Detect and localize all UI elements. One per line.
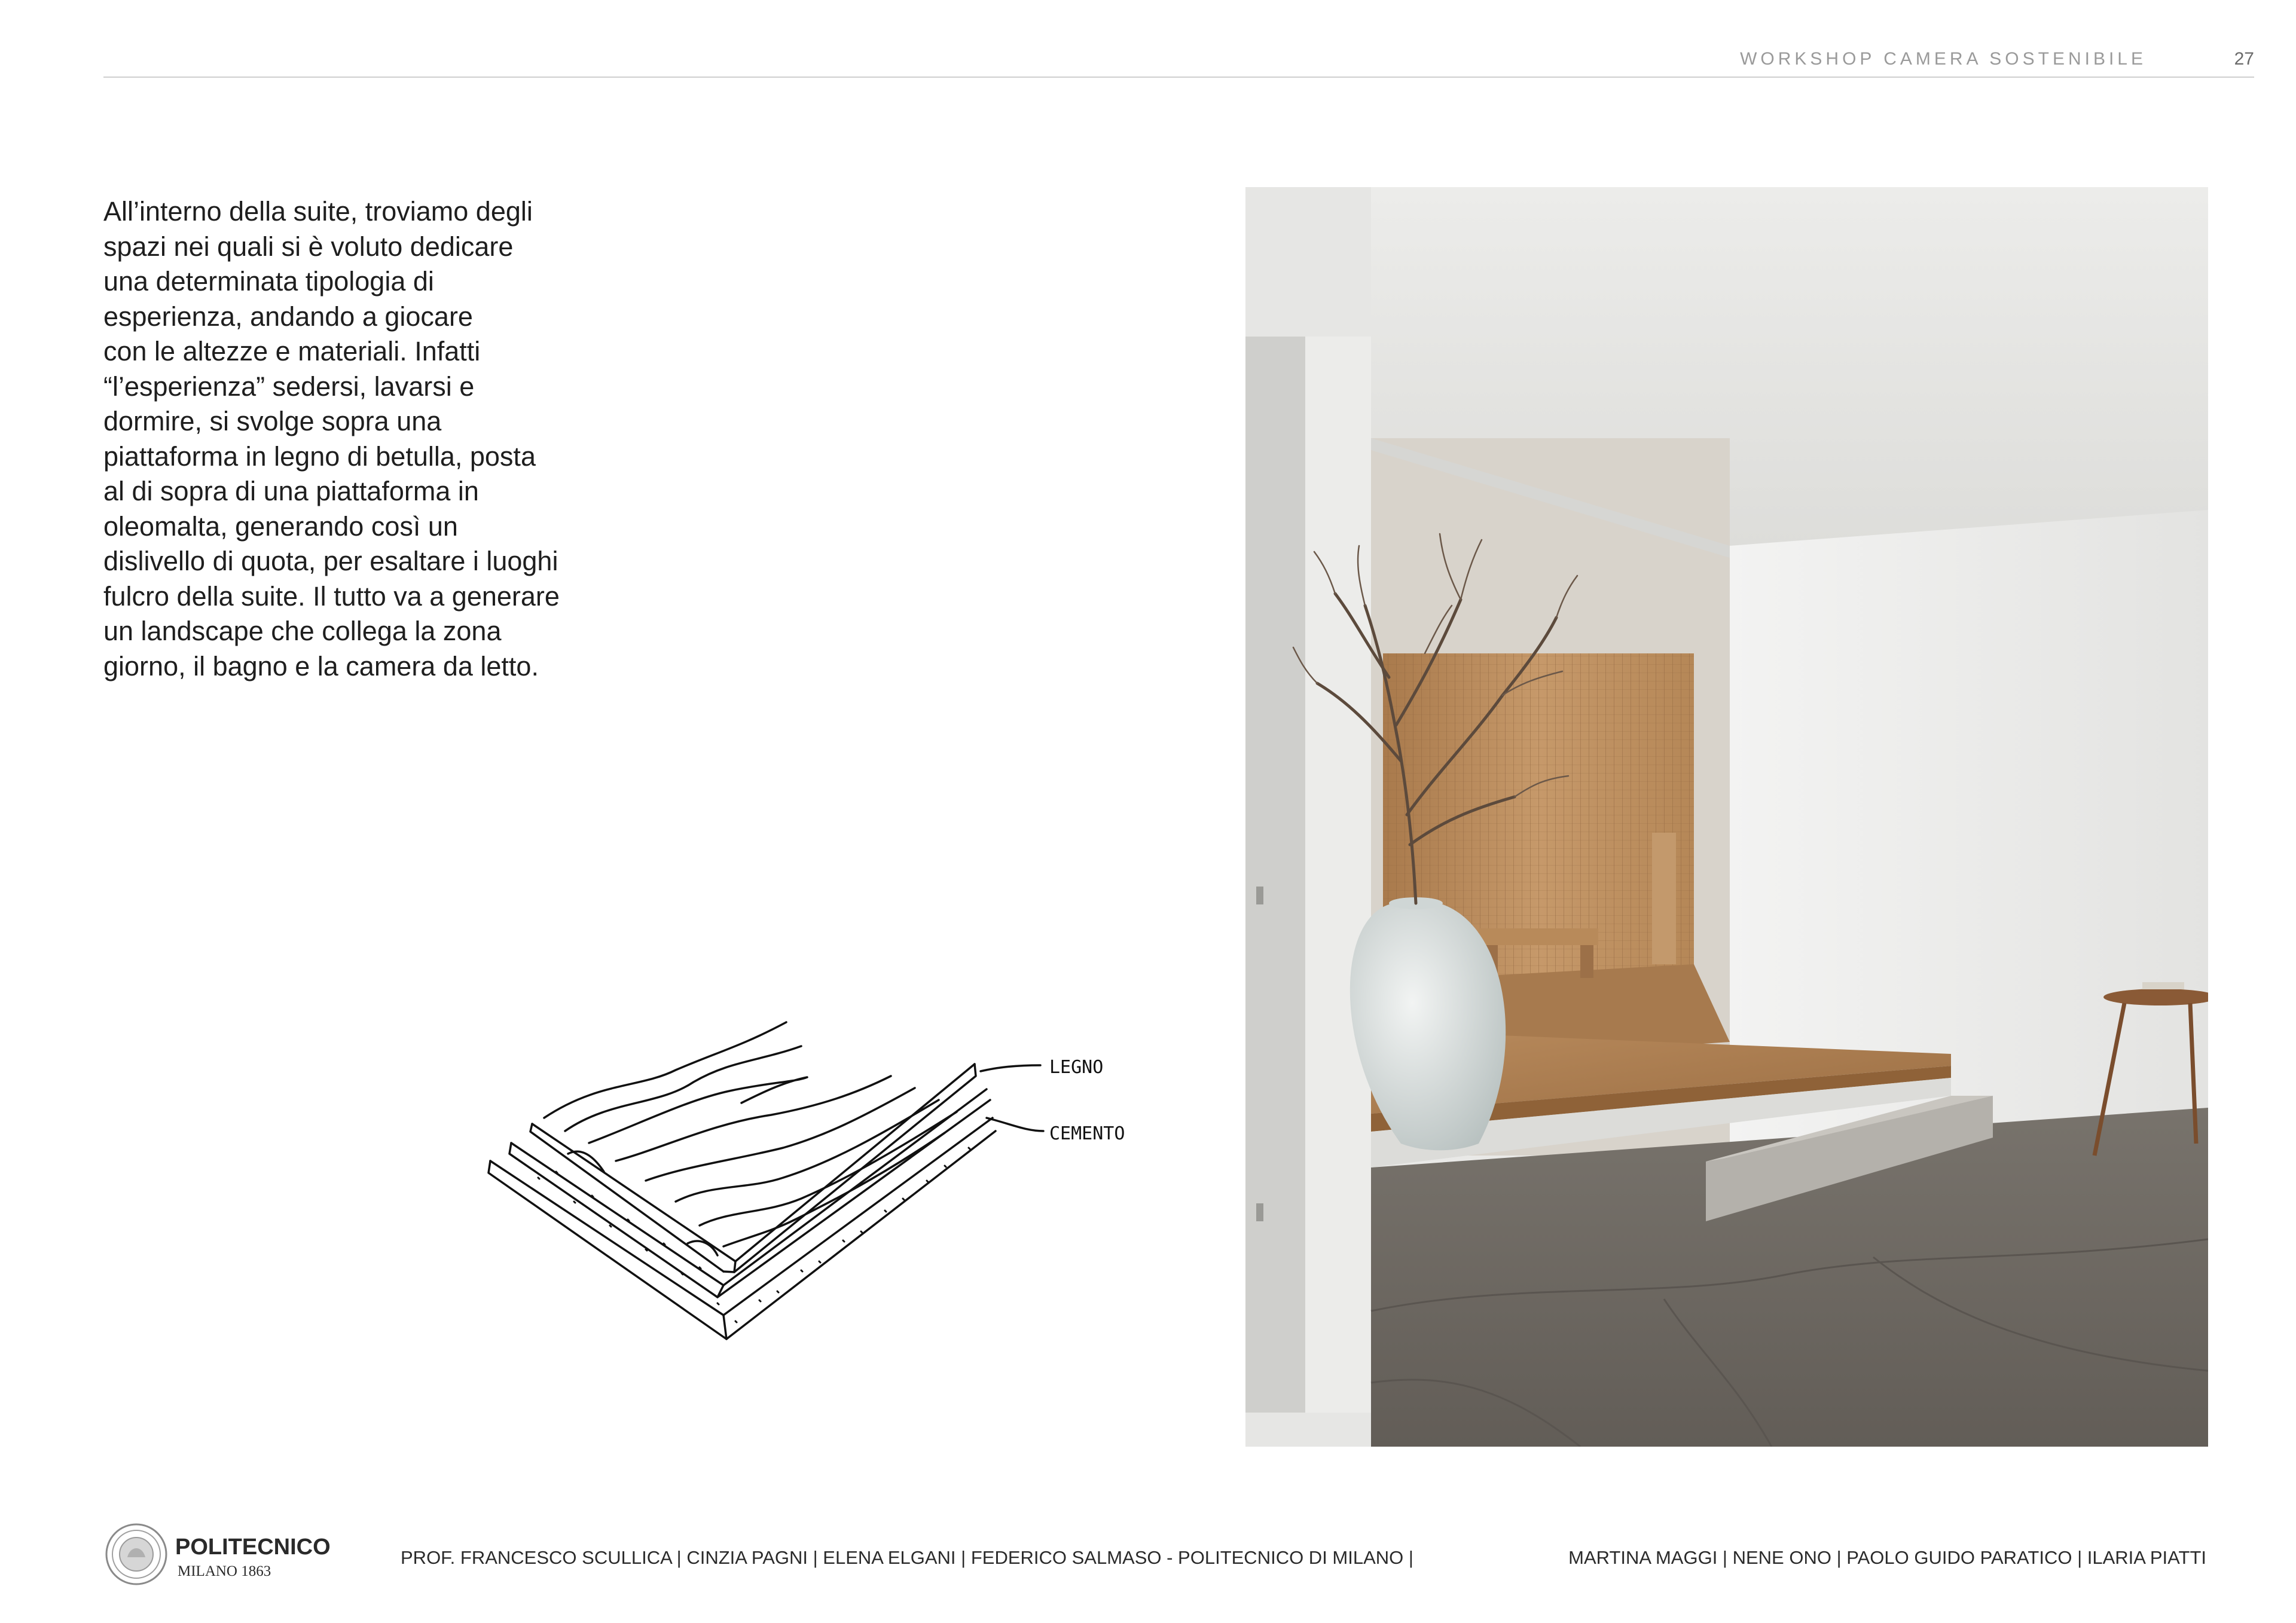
sketch-label-wood: LEGNO (1049, 1057, 1104, 1078)
body-line: dislivello di quota, per esaltare i luoghi (103, 546, 558, 576)
body-line: una determinata tipologia di (103, 266, 434, 297)
body-line: piattaforma in legno di betulla, posta (103, 441, 536, 472)
body-line: esperienza, andando a giocare (103, 301, 473, 332)
body-line: al di sopra di una piattaforma in (103, 476, 479, 506)
footer-credits-students: MARTINA MAGGI | NENE ONO | PAOLO GUIDO PARATICO | ILARIA PIATTI (1568, 1547, 2206, 1568)
page-number: 27 (2234, 49, 2254, 69)
politecnico-logo (103, 1521, 343, 1593)
body-line: oleomalta, generando così un (103, 511, 458, 542)
body-line: All’interno della suite, troviamo degli (103, 196, 533, 227)
body-paragraph (103, 194, 618, 684)
material-layers-sketch (460, 1004, 1196, 1387)
interior-photo (1245, 187, 2208, 1447)
header-divider (103, 77, 2254, 78)
body-line: dormire, si svolge sopra una (103, 406, 442, 436)
body-line: con le altezze e materiali. Infatti (103, 336, 481, 366)
body-line: “l’esperienza” sedersi, lavarsi e (103, 371, 475, 402)
body-line: un landscape che collega la zona (103, 616, 502, 646)
logo-subtitle: MILANO 1863 (178, 1563, 271, 1579)
logo-title: POLITECNICO (175, 1535, 331, 1560)
body-line: fulcro della suite. Il tutto va a generare (103, 580, 560, 612)
body-line: spazi nei quali si è voluto dedicare (103, 231, 514, 262)
footer-credits-professors: PROF. FRANCESCO SCULLICA | CINZIA PAGNI | ELENA ELGANI | FEDERICO SALMASO - POLITECNICO DI MILANO | (401, 1547, 1413, 1568)
body-line: giorno, il bagno e la camera da letto. (103, 650, 539, 681)
sketch-label-cement: CEMENTO (1049, 1123, 1125, 1144)
document-header-title: WORKSHOP CAMERA SOSTENIBILE (1740, 49, 2147, 69)
university-seal-icon (103, 1521, 169, 1587)
